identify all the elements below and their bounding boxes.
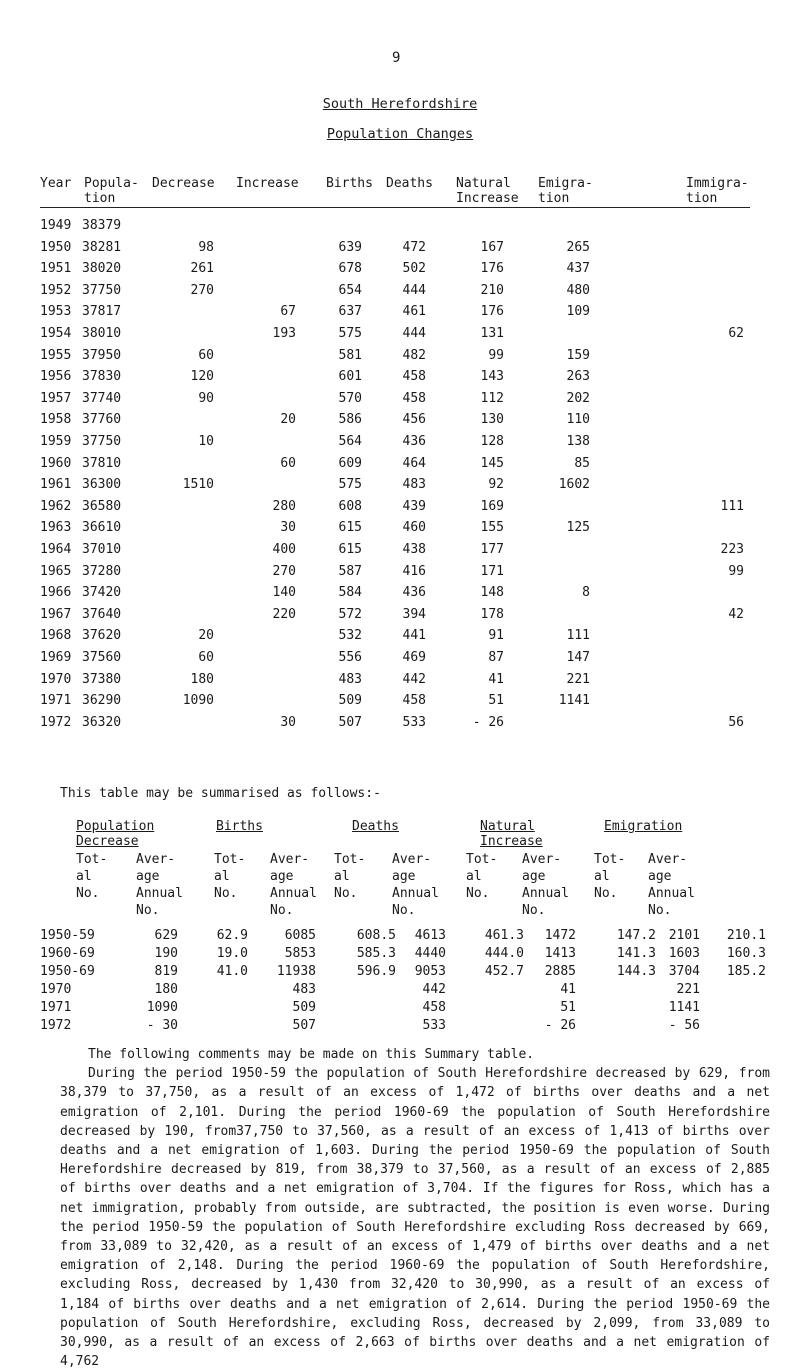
table1-cell-r10-c6: 128 — [480, 434, 504, 449]
page-title: South Herefordshire — [322, 96, 478, 112]
table1-cell-r12-c4: 575 — [338, 477, 362, 493]
table2-group-0-line0: Population — [76, 819, 155, 834]
table2-cell-r3-c9: 221 — [676, 982, 700, 997]
table1-cell-r13-c1: 36580 — [82, 498, 122, 514]
table1-cell-r5-c6: 131 — [480, 326, 504, 341]
table2-subhead-avg-2-line2: Annual — [392, 886, 439, 901]
table1-cell-r23-c1: 36320 — [82, 714, 122, 730]
table1-cell-r18-c3: 220 — [272, 606, 296, 622]
table1-cell-r3-c4: 654 — [338, 282, 362, 298]
table1-cell-r10-c1: 37750 — [82, 434, 122, 449]
table1-cell-r13-c4: 608 — [338, 498, 362, 514]
table1-cell-r8-c0: 1957 — [40, 390, 72, 406]
table1-cell-r11-c3: 60 — [280, 455, 296, 471]
table1-cell-r15-c6: 177 — [480, 542, 504, 557]
table1-cell-r16-c5: 416 — [402, 563, 426, 579]
table1-cell-r1-c5: 472 — [402, 239, 426, 255]
table1-cell-r6-c0: 1955 — [40, 347, 72, 363]
table2-cell-r3-c0: 1970 — [40, 982, 72, 997]
table2-group-0-line1: Decrease — [76, 834, 139, 849]
table1-header-2-line0: Decrease — [152, 176, 215, 191]
table2-cell-r0-c10: 210.1 — [726, 928, 766, 943]
table2-subhead-total-1-line0: Tot- — [214, 852, 246, 867]
table1-cell-r11-c0: 1960 — [40, 455, 72, 471]
table1-cell-r20-c2: 60 — [198, 650, 214, 665]
table1-cell-r6-c6: 99 — [488, 347, 504, 363]
table2-subhead-total-3-line2: No. — [466, 886, 490, 901]
table1-cell-r8-c4: 570 — [338, 390, 362, 406]
table2-cell-r2-c0: 1950-69 — [40, 964, 95, 979]
table1-cell-r1-c4: 639 — [338, 239, 362, 255]
table1-cell-r7-c1: 37830 — [82, 369, 122, 385]
table1-cell-r12-c2: 1510 — [182, 477, 214, 493]
table1-cell-r16-c4: 587 — [338, 563, 362, 579]
table1-cell-r2-c4: 678 — [338, 261, 362, 277]
table1-cell-r14-c1: 36610 — [82, 520, 122, 536]
table1-cell-r1-c6: 167 — [480, 239, 504, 255]
table2-cell-r0-c4: 608.5 — [356, 928, 396, 943]
table1-cell-r16-c0: 1965 — [40, 563, 72, 579]
table1-cell-r21-c2: 180 — [190, 671, 214, 687]
table2-subhead-avg-4-line2: Annual — [648, 886, 695, 901]
table1-cell-r9-c3: 20 — [280, 412, 296, 428]
table1-cell-r21-c6: 41 — [488, 671, 504, 687]
table1-cell-r13-c0: 1962 — [40, 498, 72, 514]
table1-cell-r9-c0: 1958 — [40, 412, 72, 428]
table1-cell-r6-c7: 159 — [566, 347, 590, 363]
table1-cell-r8-c6: 112 — [480, 390, 504, 406]
table2-cell-r0-c3: 6085 — [284, 928, 316, 943]
table2-cell-r4-c0: 1971 — [40, 1000, 72, 1015]
table1-cell-r6-c4: 581 — [338, 347, 362, 363]
table1-cell-r23-c5: 533 — [402, 714, 426, 730]
table2-subhead-avg-2-line0: Aver- — [392, 852, 432, 867]
table1-cell-r4-c3: 67 — [280, 304, 296, 320]
table2-cell-r4-c1: 1090 — [146, 1000, 178, 1015]
table1-cell-r3-c2: 270 — [190, 282, 214, 298]
table1-cell-r5-c8: 62 — [728, 326, 744, 341]
page-number: 9 — [392, 50, 401, 66]
table2-subhead-avg-0-line0: Aver- — [136, 852, 176, 867]
table2-cell-r2-c9: 3704 — [668, 964, 700, 979]
table2-cell-r2-c6: 452.7 — [484, 964, 524, 979]
table1-cell-r0-c1: 38379 — [82, 218, 122, 233]
table1-cell-r11-c6: 145 — [480, 455, 504, 471]
table2-cell-r2-c1: 819 — [154, 964, 178, 979]
table1-header-0-line0: Year — [40, 176, 72, 191]
table1-cell-r2-c5: 502 — [402, 261, 426, 277]
table2-subhead-avg-3-line2: Annual — [522, 886, 569, 901]
table1-cell-r23-c4: 507 — [338, 714, 362, 730]
table2-cell-r5-c7: - 26 — [544, 1018, 576, 1033]
table2-cell-r3-c3: 483 — [292, 982, 316, 997]
table1-cell-r10-c4: 564 — [338, 434, 362, 449]
table1-cell-r8-c5: 458 — [402, 390, 426, 406]
table1-cell-r17-c5: 436 — [402, 585, 426, 601]
table2-cell-r1-c5: 4440 — [414, 946, 446, 961]
table2-subhead-avg-1-line1: age — [270, 869, 294, 884]
table2-cell-r0-c5: 4613 — [414, 928, 446, 943]
table2-cell-r2-c10: 185.2 — [726, 964, 766, 979]
summary-intro: This table may be summarised as follows:- — [60, 786, 381, 801]
table1-cell-r15-c8: 223 — [720, 542, 744, 557]
table1-cell-r19-c5: 441 — [402, 628, 426, 644]
table2-cell-r0-c7: 1472 — [544, 928, 576, 943]
table1-cell-r2-c7: 437 — [566, 261, 590, 277]
table2-subhead-total-2-line2: No. — [334, 886, 358, 901]
table1-cell-r3-c0: 1952 — [40, 282, 72, 298]
table1-cell-r4-c1: 37817 — [82, 304, 122, 320]
table2-cell-r5-c3: 507 — [292, 1018, 316, 1033]
table1-cell-r13-c8: 111 — [720, 498, 744, 514]
table2-group-3-line0: Natural — [480, 819, 535, 834]
table2-cell-r2-c4: 596.9 — [356, 964, 396, 979]
table1-cell-r19-c4: 532 — [338, 628, 362, 644]
table2-subhead-avg-4-line0: Aver- — [648, 852, 688, 867]
table1-header-1-line1: tion — [84, 191, 116, 206]
comments-section — [60, 1045, 770, 1371]
table1-cell-r18-c0: 1967 — [40, 606, 72, 622]
table1-cell-r11-c7: 85 — [574, 455, 590, 471]
table2-cell-r4-c9: 1141 — [668, 1000, 700, 1015]
table1-cell-r17-c6: 148 — [480, 585, 504, 601]
table2-subhead-avg-0-line1: age — [136, 869, 160, 884]
table1-cell-r13-c6: 169 — [480, 498, 504, 514]
table2-subhead-avg-2-line1: age — [392, 869, 416, 884]
table1-cell-r5-c5: 444 — [402, 326, 426, 341]
table2-subhead-total-0-line1: al — [76, 869, 92, 884]
table1-cell-r22-c4: 509 — [338, 693, 362, 709]
table1-cell-r10-c5: 436 — [402, 434, 426, 449]
page-subtitle: Population Changes — [326, 126, 474, 142]
table1-cell-r21-c0: 1970 — [40, 671, 72, 687]
table1-cell-r19-c6: 91 — [488, 628, 504, 644]
table1-cell-r15-c1: 37010 — [82, 542, 122, 557]
table2-cell-r3-c1: 180 — [154, 982, 178, 997]
table1-cell-r5-c0: 1954 — [40, 326, 72, 341]
table2-subhead-avg-4-line1: age — [648, 869, 672, 884]
table1-cell-r18-c6: 178 — [480, 606, 504, 622]
table1-cell-r12-c0: 1961 — [40, 477, 72, 493]
table2-subhead-total-1-line1: al — [214, 869, 230, 884]
table1-cell-r11-c4: 609 — [338, 455, 362, 471]
table1-cell-r19-c1: 37620 — [82, 628, 122, 644]
table1-cell-r12-c7: 1602 — [558, 477, 590, 493]
table1-cell-r21-c7: 221 — [566, 671, 590, 687]
table2-cell-r0-c2: 62.9 — [216, 928, 248, 943]
table1-header-rule — [40, 207, 750, 208]
table2-cell-r1-c0: 1960-69 — [40, 946, 95, 961]
table1-cell-r17-c4: 584 — [338, 585, 362, 601]
table2-group-2-line0: Deaths — [352, 819, 399, 834]
table2-subhead-avg-1-line0: Aver- — [270, 852, 310, 867]
table1-cell-r4-c7: 109 — [566, 304, 590, 320]
table1-cell-r5-c1: 38010 — [82, 326, 122, 341]
table1-cell-r1-c1: 38281 — [82, 239, 122, 255]
table1-cell-r20-c7: 147 — [566, 650, 590, 665]
table1-cell-r15-c4: 615 — [338, 542, 362, 557]
table1-cell-r5-c3: 193 — [272, 326, 296, 341]
table1-cell-r6-c5: 482 — [402, 347, 426, 363]
table1-cell-r17-c7: 8 — [582, 585, 590, 601]
table2-cell-r2-c8: 144.3 — [616, 964, 656, 979]
table2-subhead-total-4-line2: No. — [594, 886, 618, 901]
table1-cell-r23-c8: 56 — [728, 714, 744, 730]
table1-cell-r17-c3: 140 — [272, 585, 296, 601]
table2-subhead-total-0-line0: Tot- — [76, 852, 108, 867]
comments-body: During the period 1950-59 the population of South Herefordshire decreased by 629, from 38,379 to 37,750, as a result of an excess of 1,472 of births over deaths and a net emigration of 2,101. During the period 1960-69 the population of South Herefordshire decreased by 190, from37,750 to 37,560, as a result of an excess of 1,413 of births over deaths and a net emigration of 1,603. During the period 1950-69 the population of South Herefordshire decreased by 819, from 38,379 to 37,560, as a result of an excess of 2,885 of births over deaths and a net emigration of 3,704. If the figures for Ross, which has a net immigration, probably from outside, are subtracted, the position is even worse. During the period 1950-59 the population of South Herefordshire excluding Ross decreased by 669, from 33,089 to 32,420, as a result of an excess of 1,479 of births over deaths and a net emigration of 2,148. During the period 1960-69 the population of South Herefordshire, excluding Ross, decreased by 1,430 from 32,420 to 30,990, as a result of an excess of 1,184 of births over deaths and a net emigration of 2,614. During the period 1950-69 the population of South Herefordshire, excluding Ross, decreased by 2,099, from 33,089 to 30,990, as a result of an excess of 2,663 of births over deaths and a net emigration of 4,762 — [60, 1066, 770, 1370]
table1-cell-r19-c0: 1968 — [40, 628, 72, 644]
table2-cell-r5-c9: - 56 — [668, 1018, 700, 1033]
table2-group-4-line0: Emigration — [604, 819, 683, 834]
table1-cell-r2-c2: 261 — [190, 261, 214, 277]
table2-subhead-avg-2-line3: No. — [392, 903, 416, 918]
table1-cell-r7-c0: 1956 — [40, 369, 72, 385]
table1-cell-r13-c5: 439 — [402, 498, 426, 514]
table1-cell-r5-c4: 575 — [338, 326, 362, 341]
table1-cell-r8-c2: 90 — [198, 390, 214, 406]
table1-cell-r7-c2: 120 — [190, 369, 214, 385]
table1-cell-r7-c7: 263 — [566, 369, 590, 385]
table1-cell-r23-c3: 30 — [280, 714, 296, 730]
table1-cell-r14-c6: 155 — [480, 520, 504, 536]
table1-cell-r15-c5: 438 — [402, 542, 426, 557]
table2-subhead-total-4-line0: Tot- — [594, 852, 626, 867]
table2-subhead-total-4-line1: al — [594, 869, 610, 884]
table1-cell-r18-c1: 37640 — [82, 606, 122, 622]
table2-cell-r4-c3: 509 — [292, 1000, 316, 1015]
table2-cell-r3-c7: 41 — [560, 982, 576, 997]
table2-cell-r5-c0: 1972 — [40, 1018, 72, 1033]
table1-cell-r3-c6: 210 — [480, 282, 504, 298]
table1-cell-r20-c5: 469 — [402, 650, 426, 665]
table1-cell-r11-c1: 37810 — [82, 455, 122, 471]
table1-cell-r14-c0: 1963 — [40, 520, 72, 536]
table1-cell-r18-c5: 394 — [402, 606, 426, 622]
table1-header-6-line1: Increase — [456, 191, 519, 206]
table1-cell-r16-c1: 37280 — [82, 563, 122, 579]
table1-cell-r14-c5: 460 — [402, 520, 426, 536]
table1-cell-r20-c0: 1969 — [40, 650, 72, 665]
table2-cell-r5-c5: 533 — [422, 1018, 446, 1033]
table1-cell-r12-c6: 92 — [488, 477, 504, 493]
table1-cell-r9-c1: 37760 — [82, 412, 122, 428]
table2-cell-r2-c5: 9053 — [414, 964, 446, 979]
table1-cell-r23-c0: 1972 — [40, 714, 72, 730]
table1-cell-r4-c0: 1953 — [40, 304, 72, 320]
table1-cell-r6-c1: 37950 — [82, 347, 122, 363]
table1-cell-r4-c4: 637 — [338, 304, 362, 320]
table2-subhead-avg-3-line3: No. — [522, 903, 546, 918]
table2-cell-r1-c7: 1413 — [544, 946, 576, 961]
table1-cell-r16-c8: 99 — [728, 563, 744, 579]
table1-header-5-line0: Deaths — [386, 176, 433, 191]
table1-cell-r0-c0: 1949 — [40, 218, 72, 233]
table1-cell-r16-c3: 270 — [272, 563, 296, 579]
table2-cell-r0-c1: 629 — [154, 928, 178, 943]
table1-cell-r9-c6: 130 — [480, 412, 504, 428]
table2-cell-r3-c5: 442 — [422, 982, 446, 997]
table2-subhead-total-3-line0: Tot- — [466, 852, 498, 867]
table1-cell-r21-c4: 483 — [338, 671, 362, 687]
table1-cell-r2-c6: 176 — [480, 261, 504, 277]
table2-cell-r1-c6: 444.0 — [484, 946, 524, 961]
table2-subhead-total-2-line1: al — [334, 869, 350, 884]
table2-subhead-total-3-line1: al — [466, 869, 482, 884]
table1-cell-r19-c2: 20 — [198, 628, 214, 644]
table2-cell-r1-c9: 1603 — [668, 946, 700, 961]
table2-cell-r4-c7: 51 — [560, 1000, 576, 1015]
table1-cell-r7-c6: 143 — [480, 369, 504, 385]
table1-cell-r22-c2: 1090 — [182, 693, 214, 709]
table1-cell-r3-c5: 444 — [402, 282, 426, 298]
table1-cell-r6-c2: 60 — [198, 347, 214, 363]
table2-subhead-avg-1-line3: No. — [270, 903, 294, 918]
table1-cell-r4-c6: 176 — [480, 304, 504, 320]
table2-cell-r0-c9: 2101 — [668, 928, 700, 943]
table2-cell-r5-c1: - 30 — [146, 1018, 178, 1033]
table1-cell-r12-c1: 36300 — [82, 477, 122, 493]
table1-cell-r7-c5: 458 — [402, 369, 426, 385]
table1-cell-r17-c1: 37420 — [82, 585, 122, 601]
table2-cell-r0-c0: 1950-59 — [40, 928, 95, 943]
table1-header-3-line0: Increase — [236, 176, 299, 191]
table1-cell-r20-c6: 87 — [488, 650, 504, 665]
table1-cell-r14-c3: 30 — [280, 520, 296, 536]
table2-subhead-avg-1-line2: Annual — [270, 886, 317, 901]
table1-cell-r9-c4: 586 — [338, 412, 362, 428]
table1-cell-r22-c1: 36290 — [82, 693, 122, 709]
table1-cell-r4-c5: 461 — [402, 304, 426, 320]
table2-subhead-total-2-line0: Tot- — [334, 852, 366, 867]
table1-cell-r20-c1: 37560 — [82, 650, 122, 665]
table2-group-1-line0: Births — [216, 819, 263, 834]
table1-cell-r18-c8: 42 — [728, 606, 744, 622]
table1-cell-r19-c7: 111 — [566, 628, 590, 644]
table2-subhead-avg-3-line1: age — [522, 869, 546, 884]
table2-subhead-total-0-line2: No. — [76, 886, 100, 901]
table1-cell-r20-c4: 556 — [338, 650, 362, 665]
table1-cell-r15-c3: 400 — [272, 542, 296, 557]
table1-header-7-line0: Emigra- — [538, 176, 593, 191]
table1-header-4-line0: Births — [326, 176, 373, 191]
table2-cell-r1-c1: 190 — [154, 946, 178, 961]
table1-cell-r17-c0: 1966 — [40, 585, 72, 601]
table1-cell-r9-c7: 110 — [566, 412, 590, 428]
table1-cell-r22-c5: 458 — [402, 693, 426, 709]
table1-header-8-line1: tion — [686, 191, 718, 206]
table2-subhead-avg-3-line0: Aver- — [522, 852, 562, 867]
table1-cell-r21-c1: 37380 — [82, 671, 122, 687]
table1-cell-r2-c0: 1951 — [40, 261, 72, 277]
table1-cell-r8-c7: 202 — [566, 390, 590, 406]
table2-cell-r2-c7: 2885 — [544, 964, 576, 979]
table2-cell-r2-c3: 11938 — [276, 964, 316, 979]
table1-cell-r18-c4: 572 — [338, 606, 362, 622]
table1-cell-r14-c7: 125 — [566, 520, 590, 536]
table1-cell-r11-c5: 464 — [402, 455, 426, 471]
table1-cell-r10-c0: 1959 — [40, 434, 72, 449]
table1-cell-r14-c4: 615 — [338, 520, 362, 536]
table2-cell-r1-c4: 585.3 — [356, 946, 396, 961]
table2-subhead-total-1-line2: No. — [214, 886, 238, 901]
table1-cell-r8-c1: 37740 — [82, 390, 122, 406]
table2-cell-r1-c3: 5853 — [284, 946, 316, 961]
table1-cell-r7-c4: 601 — [338, 369, 362, 385]
table1-cell-r10-c2: 10 — [198, 434, 214, 449]
table2-subhead-avg-0-line3: No. — [136, 903, 160, 918]
table1-cell-r15-c0: 1964 — [40, 542, 72, 557]
table1-cell-r16-c6: 171 — [480, 563, 504, 579]
table1-cell-r22-c7: 1141 — [558, 693, 590, 709]
table2-cell-r1-c10: 160.3 — [726, 946, 766, 961]
table1-cell-r21-c5: 442 — [402, 671, 426, 687]
table1-cell-r1-c2: 98 — [198, 239, 214, 255]
table2-subhead-avg-4-line3: No. — [648, 903, 672, 918]
table1-cell-r9-c5: 456 — [402, 412, 426, 428]
table2-cell-r1-c2: 19.0 — [216, 946, 248, 961]
table2-cell-r0-c6: 461.3 — [484, 928, 524, 943]
table1-cell-r2-c1: 38020 — [82, 261, 122, 277]
table1-cell-r1-c0: 1950 — [40, 239, 72, 255]
table2-subhead-avg-0-line2: Annual — [136, 886, 183, 901]
table1-cell-r12-c5: 483 — [402, 477, 426, 493]
table2-cell-r1-c8: 141.3 — [616, 946, 656, 961]
table1-cell-r22-c6: 51 — [488, 693, 504, 709]
table1-cell-r3-c1: 37750 — [82, 282, 122, 298]
table1-cell-r22-c0: 1971 — [40, 693, 72, 709]
table1-cell-r10-c7: 138 — [566, 434, 590, 449]
comments-heading: The following comments may be made on this Summary table. — [88, 1047, 535, 1062]
table2-cell-r0-c8: 147.2 — [616, 928, 656, 943]
table1-header-7-line1: tion — [538, 191, 570, 206]
table1-cell-r3-c7: 480 — [566, 282, 590, 298]
table2-cell-r2-c2: 41.0 — [216, 964, 248, 979]
table1-cell-r1-c7: 265 — [566, 239, 590, 255]
table1-header-6-line0: Natural — [456, 176, 511, 191]
table1-header-1-line0: Popula- — [84, 176, 139, 191]
table2-group-3-line1: Increase — [480, 834, 543, 849]
table2-cell-r4-c5: 458 — [422, 1000, 446, 1015]
table1-cell-r13-c3: 280 — [272, 498, 296, 514]
table1-header-8-line0: Immigra- — [686, 176, 749, 191]
table1-cell-r23-c6: - 26 — [472, 714, 504, 730]
